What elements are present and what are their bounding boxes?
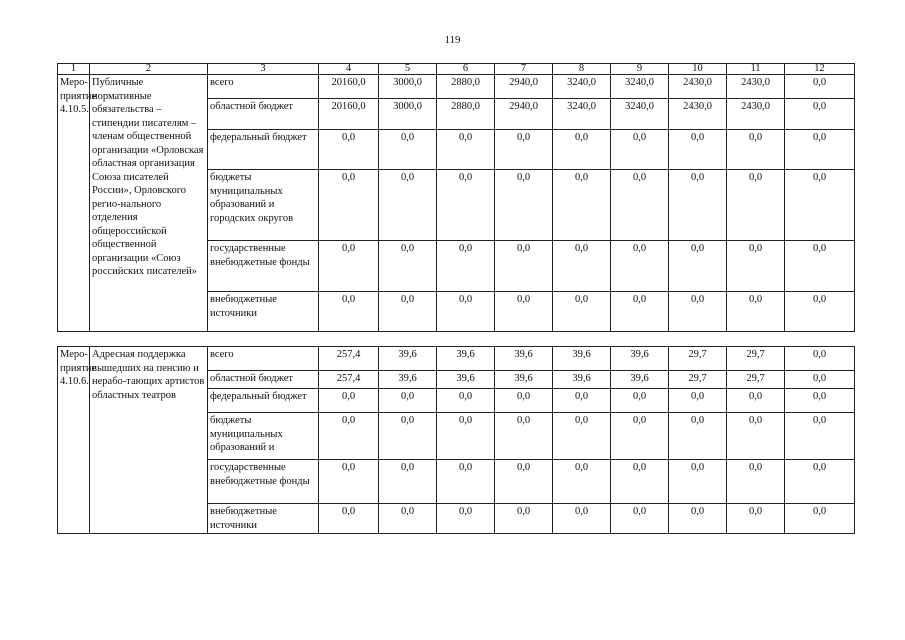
value-cell: 0,0 [669, 389, 727, 413]
funding-source: государственные внебюджетные фонды [208, 460, 319, 504]
value-cell: 39,6 [379, 371, 437, 389]
value-cell: 0,0 [319, 504, 379, 534]
value-cell: 3240,0 [553, 75, 611, 99]
column-header: 8 [553, 64, 611, 75]
value-cell: 39,6 [437, 371, 495, 389]
value-cell: 0,0 [611, 292, 669, 332]
value-cell: 0,0 [785, 347, 855, 371]
value-cell: 0,0 [669, 241, 727, 292]
value-cell: 0,0 [379, 504, 437, 534]
value-cell: 2940,0 [495, 75, 553, 99]
value-cell: 0,0 [553, 504, 611, 534]
value-cell: 0,0 [785, 170, 855, 241]
value-cell: 39,6 [553, 347, 611, 371]
column-header: 1 [58, 64, 90, 75]
value-cell: 0,0 [437, 292, 495, 332]
funding-source: федеральный бюджет [208, 130, 319, 170]
value-cell: 0,0 [379, 170, 437, 241]
value-cell: 0,0 [553, 413, 611, 460]
value-cell: 257,4 [319, 371, 379, 389]
value-cell: 0,0 [319, 413, 379, 460]
value-cell: 0,0 [495, 241, 553, 292]
column-header: 5 [379, 64, 437, 75]
value-cell: 39,6 [611, 371, 669, 389]
value-cell: 0,0 [727, 130, 785, 170]
value-cell: 2430,0 [669, 99, 727, 130]
value-cell: 0,0 [379, 292, 437, 332]
value-cell: 39,6 [379, 347, 437, 371]
value-cell: 0,0 [785, 371, 855, 389]
value-cell: 0,0 [785, 75, 855, 99]
value-cell: 0,0 [437, 460, 495, 504]
value-cell: 0,0 [785, 292, 855, 332]
funding-source: внебюджетные источники [208, 292, 319, 332]
value-cell: 0,0 [611, 170, 669, 241]
value-cell: 0,0 [669, 460, 727, 504]
value-cell: 0,0 [669, 504, 727, 534]
value-cell: 0,0 [785, 413, 855, 460]
value-cell: 3240,0 [611, 99, 669, 130]
value-cell: 0,0 [785, 99, 855, 130]
value-cell: 0,0 [495, 292, 553, 332]
value-cell: 0,0 [785, 504, 855, 534]
column-header: 6 [437, 64, 495, 75]
activity-code: Меро-приятие 4.10.5. [58, 75, 90, 332]
column-header: 2 [90, 64, 208, 75]
value-cell: 20160,0 [319, 75, 379, 99]
value-cell: 20160,0 [319, 99, 379, 130]
value-cell: 0,0 [379, 413, 437, 460]
value-cell: 0,0 [669, 292, 727, 332]
value-cell: 0,0 [437, 241, 495, 292]
value-cell: 39,6 [553, 371, 611, 389]
value-cell: 0,0 [611, 413, 669, 460]
value-cell: 0,0 [611, 504, 669, 534]
value-cell: 0,0 [553, 170, 611, 241]
funding-source: государственные внебюджетные фонды [208, 241, 319, 292]
column-header: 7 [495, 64, 553, 75]
value-cell: 3000,0 [379, 99, 437, 130]
value-cell: 0,0 [319, 241, 379, 292]
funding-source: всего [208, 347, 319, 371]
value-cell: 0,0 [727, 170, 785, 241]
value-cell: 0,0 [437, 504, 495, 534]
column-header: 4 [319, 64, 379, 75]
value-cell: 0,0 [669, 413, 727, 460]
budget-table [57, 63, 855, 534]
value-cell: 0,0 [785, 130, 855, 170]
value-cell: 39,6 [611, 347, 669, 371]
table-row [58, 347, 855, 371]
value-cell: 0,0 [319, 130, 379, 170]
value-cell: 0,0 [495, 389, 553, 413]
value-cell: 0,0 [379, 130, 437, 170]
value-cell: 0,0 [785, 241, 855, 292]
value-cell: 39,6 [495, 347, 553, 371]
value-cell: 2430,0 [669, 75, 727, 99]
value-cell: 0,0 [611, 389, 669, 413]
value-cell: 0,0 [319, 170, 379, 241]
value-cell: 0,0 [379, 460, 437, 504]
funding-source: областной бюджет [208, 371, 319, 389]
value-cell: 0,0 [495, 130, 553, 170]
value-cell: 0,0 [437, 130, 495, 170]
value-cell: 0,0 [611, 241, 669, 292]
value-cell: 2940,0 [495, 99, 553, 130]
value-cell: 0,0 [669, 170, 727, 241]
value-cell: 29,7 [669, 347, 727, 371]
value-cell: 0,0 [379, 241, 437, 292]
value-cell: 2880,0 [437, 99, 495, 130]
column-header: 10 [669, 64, 727, 75]
value-cell: 0,0 [437, 413, 495, 460]
value-cell: 29,7 [727, 371, 785, 389]
funding-source: федеральный бюджет [208, 389, 319, 413]
funding-source: внебюджетные источники [208, 504, 319, 534]
funding-source: бюджеты муниципальных образований и [208, 413, 319, 460]
value-cell: 0,0 [553, 241, 611, 292]
value-cell: 39,6 [437, 347, 495, 371]
value-cell: 0,0 [437, 389, 495, 413]
section-gap-cell [58, 332, 855, 347]
value-cell: 0,0 [319, 460, 379, 504]
value-cell: 0,0 [727, 460, 785, 504]
value-cell: 0,0 [437, 170, 495, 241]
value-cell: 0,0 [553, 292, 611, 332]
table-row [58, 75, 855, 99]
value-cell: 3240,0 [611, 75, 669, 99]
value-cell: 29,7 [727, 347, 785, 371]
funding-source: бюджеты муниципальных образований и городских округов [208, 170, 319, 241]
value-cell: 0,0 [727, 389, 785, 413]
value-cell: 0,0 [727, 413, 785, 460]
column-header-row [58, 64, 855, 75]
column-header: 11 [727, 64, 785, 75]
funding-source: областной бюджет [208, 99, 319, 130]
column-header: 3 [208, 64, 319, 75]
value-cell: 3240,0 [553, 99, 611, 130]
section-gap [58, 332, 855, 347]
value-cell: 0,0 [785, 460, 855, 504]
value-cell: 0,0 [495, 170, 553, 241]
funding-source: всего [208, 75, 319, 99]
value-cell: 0,0 [495, 504, 553, 534]
column-header: 12 [785, 64, 855, 75]
value-cell: 0,0 [727, 292, 785, 332]
value-cell: 2430,0 [727, 99, 785, 130]
value-cell: 29,7 [669, 371, 727, 389]
value-cell: 0,0 [611, 460, 669, 504]
page-number: 119 [444, 34, 461, 46]
value-cell: 2880,0 [437, 75, 495, 99]
activity-name: Публичные нормативные обязательства – стипендии писателям – членам общественной организации «Орловская областная организация Союза писателей России», Орловского регио-нального отделения общероссийской общественной организации «Союз российских писателей» [90, 75, 208, 332]
value-cell: 0,0 [553, 130, 611, 170]
value-cell: 0,0 [495, 413, 553, 460]
value-cell: 257,4 [319, 347, 379, 371]
value-cell: 0,0 [553, 460, 611, 504]
column-header: 9 [611, 64, 669, 75]
value-cell: 0,0 [495, 460, 553, 504]
value-cell: 3000,0 [379, 75, 437, 99]
value-cell: 0,0 [553, 389, 611, 413]
value-cell: 0,0 [611, 130, 669, 170]
value-cell: 0,0 [785, 389, 855, 413]
activity-name: Адресная поддержка вышедших на пенсию и нерабо-тающих артистов областных театров [90, 347, 208, 534]
value-cell: 0,0 [727, 241, 785, 292]
value-cell: 0,0 [669, 130, 727, 170]
value-cell: 2430,0 [727, 75, 785, 99]
value-cell: 0,0 [319, 292, 379, 332]
value-cell: 0,0 [727, 504, 785, 534]
value-cell: 0,0 [379, 389, 437, 413]
value-cell: 39,6 [495, 371, 553, 389]
activity-code: Меро-приятие 4.10.6. [58, 347, 90, 534]
value-cell: 0,0 [319, 389, 379, 413]
